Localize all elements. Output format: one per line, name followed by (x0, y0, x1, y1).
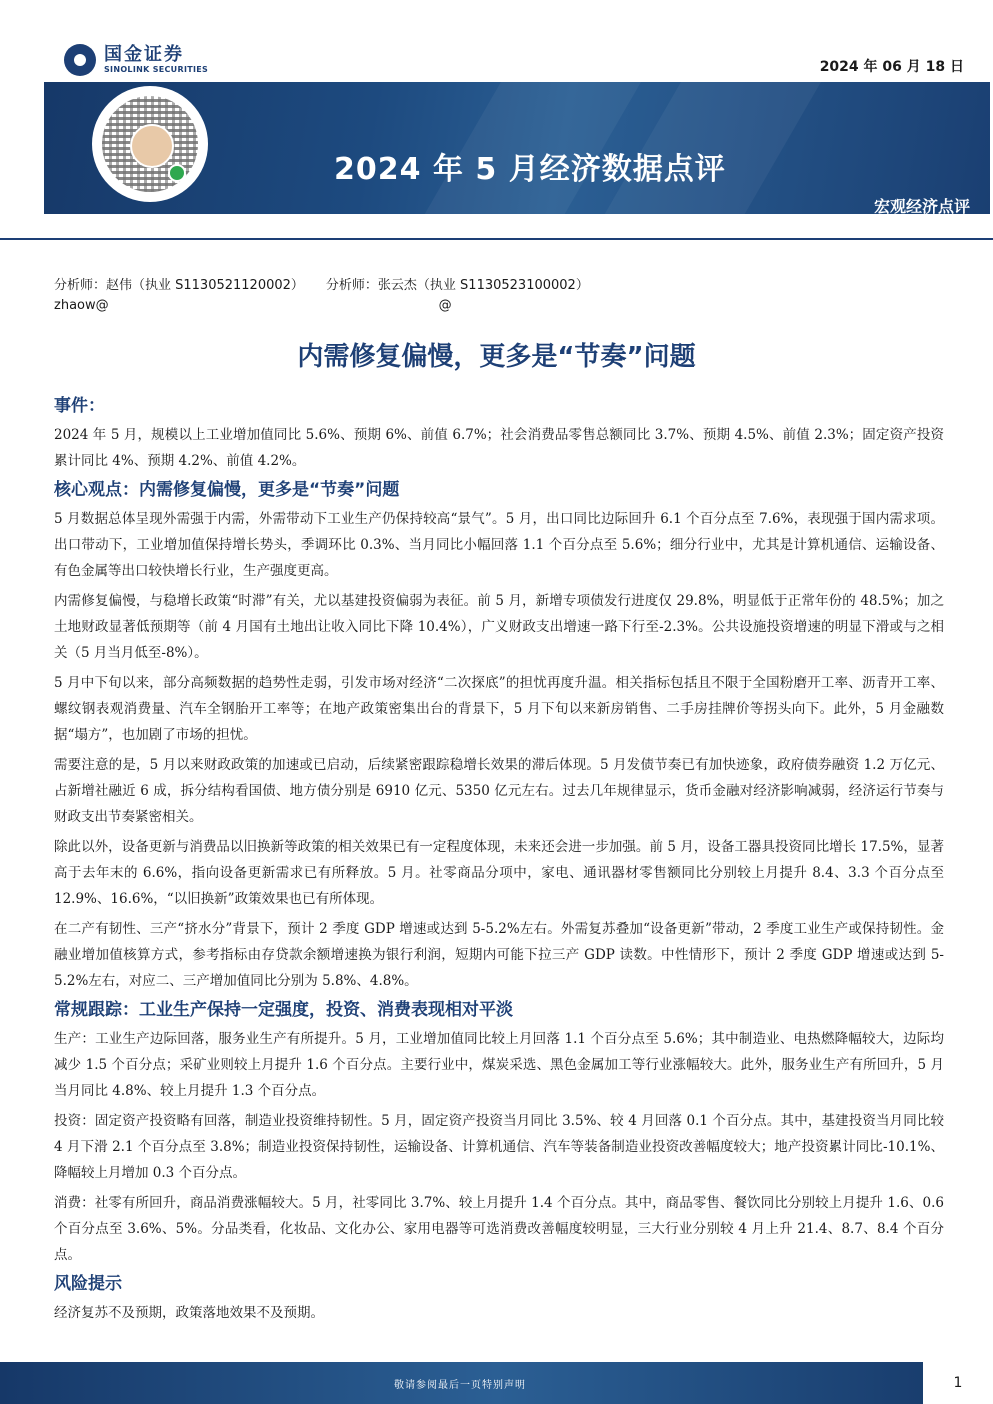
paragraph: 5 月中下旬以来，部分高频数据的趋势性走弱，引发市场对经济“二次探底”的担忧再度升温。相关指标包括且不限于全国粉磨开工率、沥青开工率、螺纹钢表观消费量、汽车全钢胎开工率等；在地产政策密集出台的背景下，5 月下旬以来新房销售、二手房挂牌价等拐头向下。此外，5 月金融数据“塌方”，也加剧了市场的担忧。 (54, 675, 944, 743)
report-headline: 内需修复偏慢，更多是“节奏”问题 (297, 342, 696, 372)
logo-name-cn: 国金证券 (104, 44, 184, 65)
company-logo (64, 44, 208, 76)
header-divider (0, 238, 993, 240)
footer-disclaimer-note: 敬请参阅最后一页特别声明 (394, 1380, 526, 1391)
banner-top-strip (44, 36, 990, 82)
paragraph: 生产：工业生产边际回落，服务业生产有所提升。5 月，工业增加值同比较上月回落 1.1 个百分点至 5.6%；其中制造业、电热燃降幅较大，边际均减少 1.5 个百分点；采矿业则较上月提升 1.6 个百分点。主要行业中，煤炭采选、黑色金属加工等行业涨幅较大。此外，服务业生产有所回升，5 月当月同比 4.8%、较上月提升 1.3 个百分点。 (54, 1031, 944, 1099)
paragraph: 需要注意的是，5 月以来财政政策的加速或已启动，后续紧密跟踪稳增长效果的滞后体现。5 月发债节奏已有加快迹象，政府债券融资 1.2 万亿元、占新增社融近 6 成，拆分结构看国债、地方债分别是 6910 亿元、5350 亿元左右。过去几年规律显示，货币金融对经济影响减弱，经济运行节奏与财政支出节奏紧密相关。 (54, 757, 944, 825)
analyst-1-email[interactable]: zhaow@ (54, 298, 109, 313)
paragraph: 消费：社零有所回升，商品消费涨幅较大。5 月，社零同比 3.7%、较上月提升 1.4 个百分点。其中，商品零售、餐饮同比分别较上月提升 1.6、0.6 个百分点至 3.6%、5%。分品类看，化妆品、文化办公、家用电器等可选消费改善幅度较明显，三大行业分别较 4 月上升 21.4、8.7、8.4 个百分点。 (54, 1195, 944, 1263)
paragraph: 除此以外，设备更新与消费品以旧换新等政策的相关效果已有一定程度体现，未来还会进一步加强。前 5 月，设备工器具投资同比增长 17.5%，显著高于去年末的 6.6%，指向设备更新需求已有所释放。5 月。社零商品分项中，家电、通讯器材零售额同比分别较上月提升 8.4、3.3 个百分点至 12.9%、16.6%，“以旧换新”政策效果也已有所体现。 (54, 839, 944, 907)
page-number: 1 (923, 1362, 993, 1404)
logo-mark-icon (64, 44, 96, 76)
logo-name-en: SINOLINK SECURITIES (104, 65, 209, 74)
paragraph: 5 月数据总体呈现外需强于内需，外需带动下工业生产仍保持较高“景气”。5 月，出口同比边际回升 6.1 个百分点至 7.6%，表现强于国内需求项。出口带动下，工业增加值保持增长势头，季调环比 0.3%、当月同比小幅回落 1.1 个百分点至 5.6%；细分行业中，尤其是计算机通信、运输设备、有色金属等出口较快增长行业，生产强度更高。 (54, 511, 944, 579)
paragraph: 内需修复偏慢，与稳增长政策“时滞”有关，尤以基建投资偏弱为表征。前 5 月，新增专项债发行进度仅 29.8%，明显低于正常年份的 48.5%；加之土地财政显著低预期等（前 4 月国有土地出让收入同比下降 10.4%），广义财政支出增速一路下行至-2.3%。公共设施投资增速的明显下滑或与之相关（5 月当月低至-8%）。 (54, 593, 944, 661)
section-heading-event: 事件： (54, 396, 105, 416)
analyst-2: 分析师：张云杰（执业 S1130523100002） (325, 278, 589, 293)
analyst-1: 分析师：赵伟（执业 S1130521120002） (54, 278, 304, 293)
paragraph: 2024 年 5 月，规模以上工业增加值同比 5.6%、预期 6%、前值 6.7%；社会消费品零售总额同比 3.7%、预期 4.5%、前值 2.3%；固定资产投资累计同比 4%、预期 4.2%、前值 4.2%。 (54, 427, 944, 469)
paragraph: 投资：固定资产投资略有回落，制造业投资维持韧性。5 月，固定资产投资当月同比 3.5%、较 4 月回落 0.1 个百分点。其中，基建投资当月同比较 4 月下滑 2.1 个百分点至 3.8%；制造业投资保持韧性，运输设备、计算机通信、汽车等装备制造业投资改善幅度较大；地产投资累计同比-10.1%、降幅较上月增加 0.3 个百分点。 (54, 1113, 944, 1181)
report-subcategory: 证券研究报告 (910, 226, 970, 237)
analyst-info (54, 276, 589, 316)
paragraph: 经济复苏不及预期，政策落地效果不及预期。 (54, 1305, 324, 1321)
paragraph: 在二产有韧性、三产“挤水分”背景下，预计 2 季度 GDP 增速或达到 5-5.2%左右。外需复苏叠加“设备更新”带动，2 季度工业生产或保持韧性。金融业增加值核算方式，参考指标由存贷款余额增速换为银行利润，短期内可能下拉三产 GDP 读数。中性情形下，预计 2 季度 GDP 增速或达到 5-5.2%左右，对应二、三产增加值同比分别为 5.8%、4.8%。 (54, 921, 944, 989)
report-header-banner (44, 36, 990, 237)
report-date: 2024 年 06 月 18 日 (819, 59, 964, 75)
section-heading-risk: 风险提示 (54, 1274, 122, 1294)
report-category: 宏观经济点评 (873, 197, 970, 216)
qr-code-icon (92, 86, 208, 202)
analyst-2-email[interactable]: @ (438, 298, 452, 313)
section-heading-core: 核心观点：内需修复偏慢，更多是“节奏”问题 (54, 480, 400, 500)
report-title: 2024 年 5 月经济数据点评 (334, 152, 726, 187)
page-footer (0, 1362, 993, 1404)
report-body (54, 394, 944, 1330)
section-heading-routine: 常规跟踪：工业生产保持一定强度，投资、消费表现相对平淡 (54, 1000, 513, 1020)
